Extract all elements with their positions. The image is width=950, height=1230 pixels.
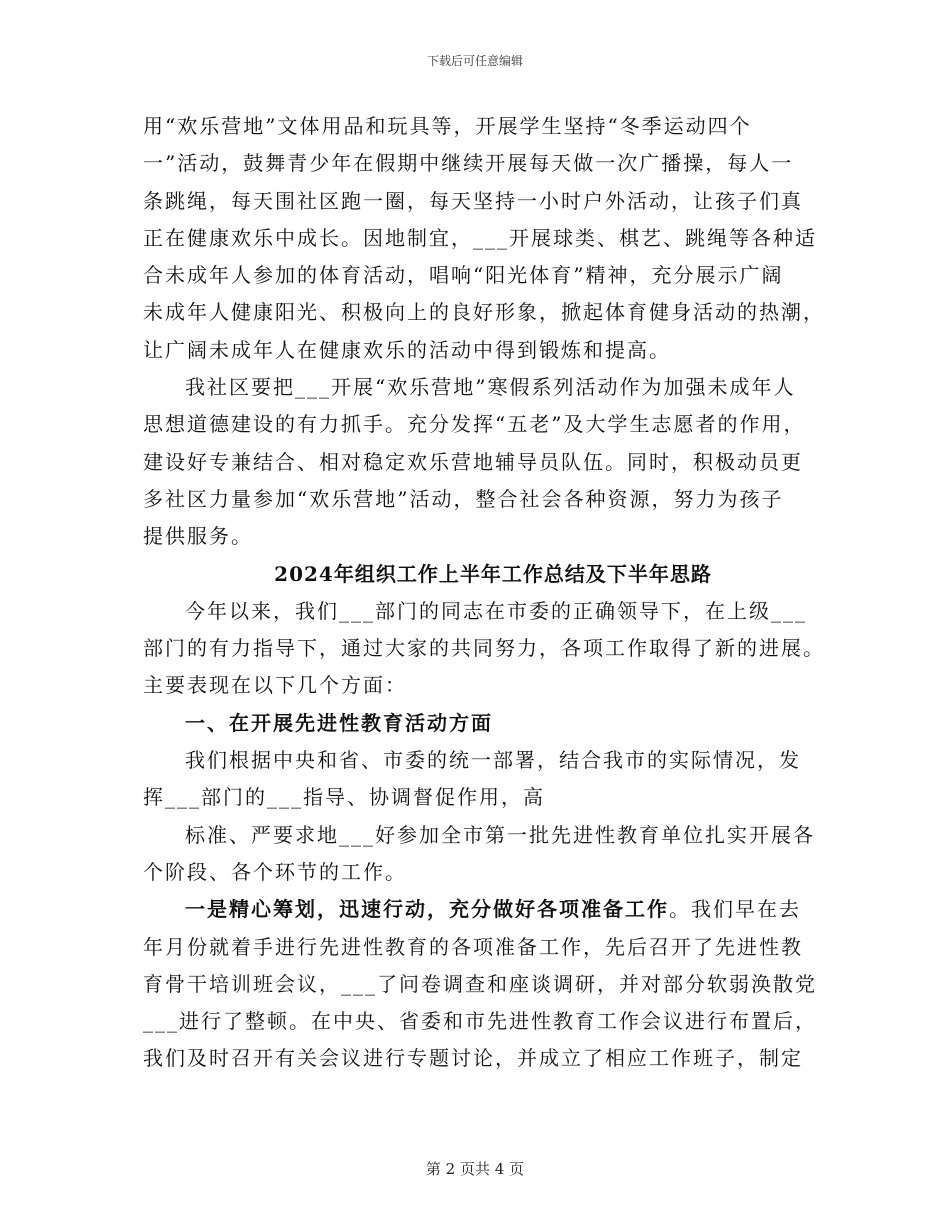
paragraph-line: 个阶段、各个环节的工作。 <box>143 859 407 884</box>
paragraph-line: 一”活动，鼓舞青少年在假期中继续开展每天做一次广播操，每人一 <box>143 151 794 176</box>
paragraph-line: 条跳绳，每天围社区跑一圈，每天坚持一小时户外活动，让孩子们真 <box>143 188 803 213</box>
paragraph-line: 合未成年人参加的体育活动，唱响“阳光体育”精神，充分展示广阔 <box>143 263 784 288</box>
page-header: 下载后可任意编辑 <box>426 54 523 68</box>
paragraph-line: 年月份就着手进行先进性教育的各项准备工作，先后召开了先进性教 <box>143 934 803 959</box>
paragraph-line: 提供服务。 <box>143 524 253 549</box>
document-body <box>143 108 833 1078</box>
paragraph-line: 今年以来，我们___部门的同志在市委的正确领导下，在上级___ <box>185 598 807 623</box>
paragraph-line: ___进行了整顿。在中央、省委和市先进性教育工作会议进行布置后， <box>143 1009 817 1034</box>
paragraph-line: 挥___部门的___指导、协调督促作用，高 <box>143 785 545 810</box>
paragraph-line: 我们根据中央和省、市委的统一部署，结合我市的实际情况，发 <box>185 748 801 773</box>
paragraph-line: 让广阔未成年人在健康欢乐的活动中得到锻炼和提高。 <box>143 337 671 362</box>
paragraph-line: 主要表现在以下几个方面： <box>143 673 407 698</box>
paragraph-line: 正在健康欢乐中成长。因地制宜，___开展球类、棋艺、跳绳等各种适 <box>143 225 817 250</box>
paragraph-line: 多社区力量参加“欢乐营地”活动，整合社会各种资源，努力为孩子 <box>143 486 784 511</box>
page-footer: 第 2 页共 4 页 <box>425 1160 525 1178</box>
paragraph-line: 未成年人健康阳光、积极向上的良好形象，掀起体育健身活动的热潮， <box>143 300 825 325</box>
paragraph-line: 我们及时召开有关会议进行专题讨论，并成立了相应工作班子，制定 <box>143 1046 803 1071</box>
subsection-heading: 一、在开展先进性教育活动方面 <box>185 710 493 735</box>
section-title: 2024年组织工作上半年工作总结及下半年思路 <box>274 561 712 586</box>
paragraph-text: 。我们早在去 <box>669 897 801 922</box>
paragraph-line: 建设好专兼结合、相对稳定欢乐营地辅导员队伍。同时，积极动员更 <box>143 449 803 474</box>
paragraph-line: 育骨干培训班会议，___了问卷调查和座谈调研，并对部分软弱涣散党 <box>143 971 817 996</box>
paragraph-line: 用“欢乐营地”文体用品和玩具等，开展学生坚持“冬季运动四个 <box>143 114 752 138</box>
paragraph-line: 标准、严要求地___好参加全市第一批先进性教育单位扎实开展各 <box>185 822 815 847</box>
bold-lead-phrase: 一是精心筹划，迅速行动，充分做好各项准备工作 <box>185 897 669 922</box>
paragraph-line: 部门的有力指导下，通过大家的共同努力，各项工作取得了新的进展。 <box>143 636 825 661</box>
paragraph-line: 我社区要把___开展“欢乐营地”寒假系列活动作为加强未成年人 <box>185 375 796 400</box>
paragraph-line: 思想道德建设的有力抓手。充分发挥“五老”及大学生志愿者的作用， <box>143 412 806 437</box>
paragraph-line <box>143 891 833 928</box>
